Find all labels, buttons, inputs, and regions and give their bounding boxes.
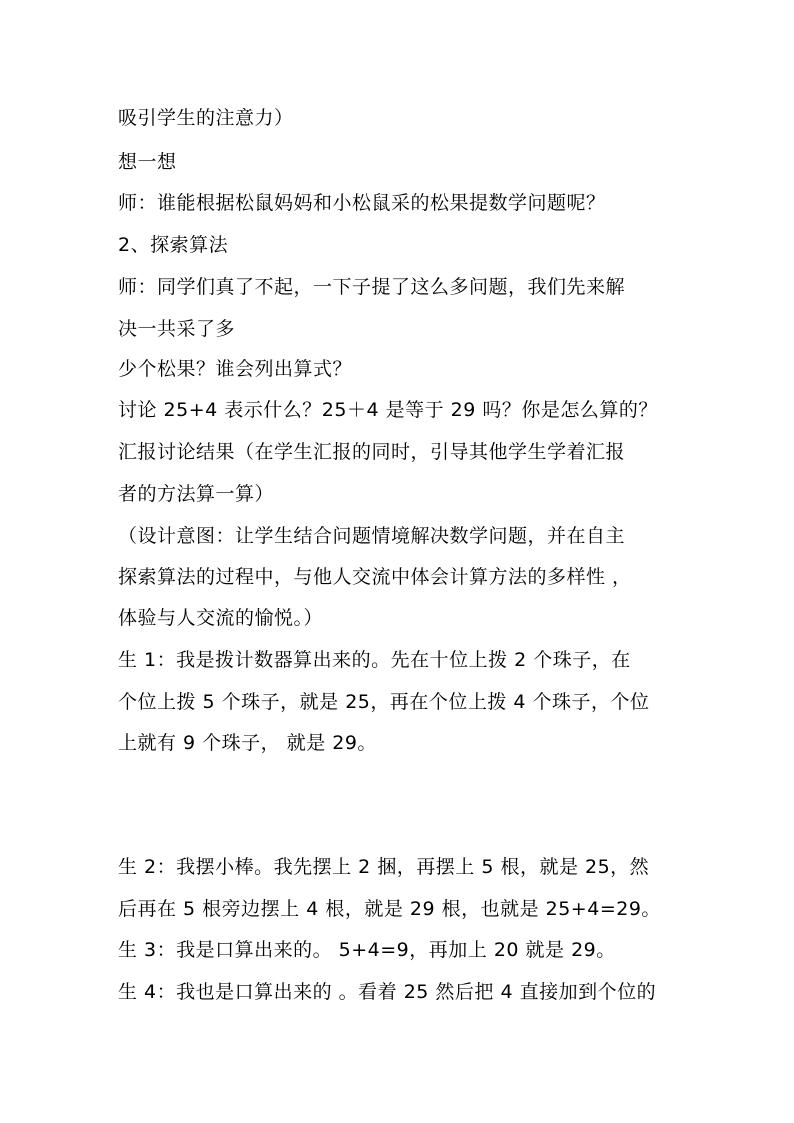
text-line: （设计意图：让学生结合问题情境解决数学问题，并在自主 <box>118 525 626 547</box>
text-line: 师：同学们真了不起，一下子提了这么多问题，我们先来解 <box>118 276 626 298</box>
text-line: 后再在 5 根旁边摆上 4 根，就是 29 根，也就是 25+4=29。 <box>118 898 661 920</box>
text-line: 探索算法的过程中，与他人交流中体会计算方法的多样性 ， <box>118 566 632 588</box>
text-line: 决一共采了多 <box>118 318 236 340</box>
text-line: 吸引学生的注意力） <box>118 107 294 129</box>
text-line: 想一想 <box>118 151 177 173</box>
text-line: 生 2：我摆小棒。我先摆上 2 捆，再摆上 5 根，就是 25，然 <box>118 856 650 878</box>
text-line: 讨论 25+4 表示什么？25＋4 是等于 29 吗？你是怎么算的？ <box>118 399 658 421</box>
text-line: 上就有 9 个珠子， 就是 29。 <box>118 732 377 754</box>
text-line: 2、探索算法 <box>118 234 229 256</box>
text-line: 个位上拨 5 个珠子，就是 25，再在个位上拨 4 个珠子，个位 <box>118 691 650 713</box>
text-line: 汇报讨论结果（在学生汇报的同时，引导其他学生学着汇报 <box>118 441 626 463</box>
text-line: 体验与人交流的愉悦。） <box>118 607 324 629</box>
text-line: 少个松果？谁会列出算式？ <box>118 358 353 380</box>
text-line: 者的方法算一算） <box>118 483 275 505</box>
text-line: 生 3：我是口算出来的。 5+4=9，再加上 20 就是 29。 <box>118 939 616 961</box>
text-line: 生 1：我是拨计数器算出来的。先在十位上拨 2 个珠子，在 <box>118 649 631 671</box>
text-line: 生 4：我也是口算出来的 。看着 25 然后把 4 直接加到个位的 <box>118 981 657 1003</box>
text-line: 师：谁能根据松鼠妈妈和小松鼠采的松果提数学问题呢？ <box>118 192 606 214</box>
